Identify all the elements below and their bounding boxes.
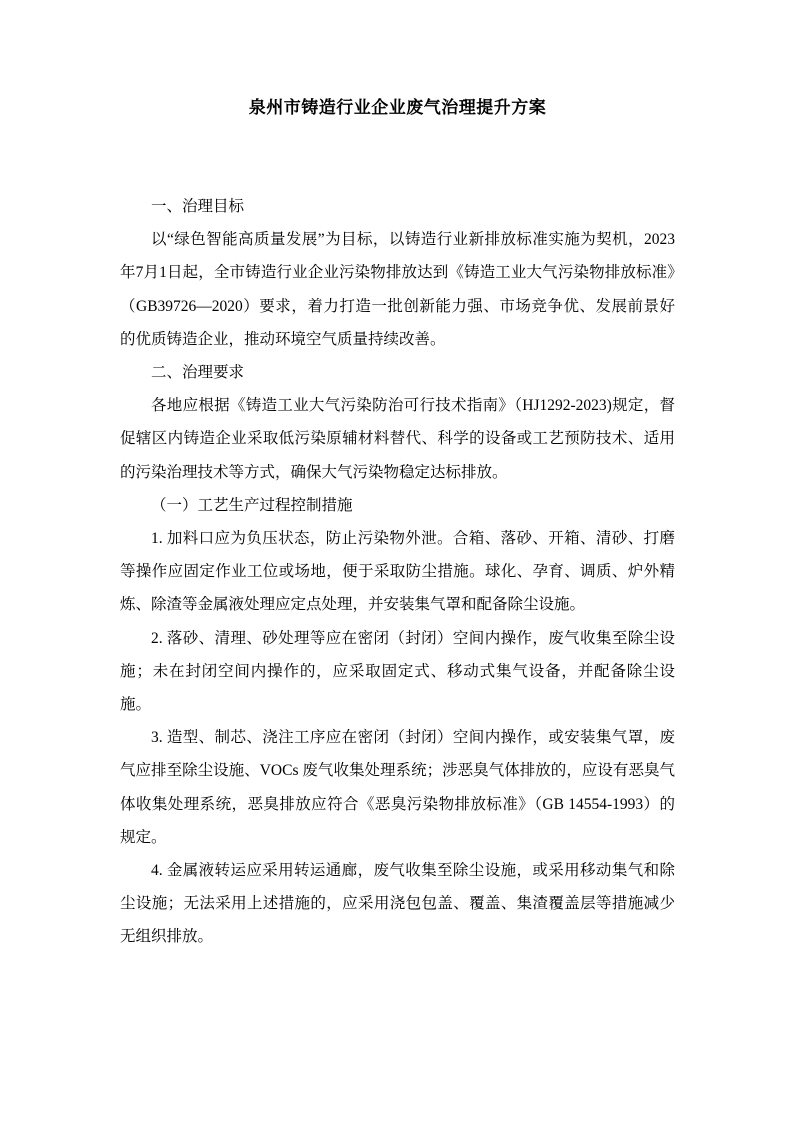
paragraph-measure-1: 1. 加料口应为负压状态，防止污染物外泄。合箱、落砂、开箱、清砂、打磨等操作应固定作业工位或场地，便于采取防尘措施。球化、孕育、调质、炉外精炼、除渣等金属液处理应定点处理，并安装集气罩和配备除尘设施。 bbox=[120, 530, 675, 614]
paragraph-measure-4: 4. 金属液转运应采用转运通廊，废气收集至除尘设施，或采用移动集气和除尘设施；无法采用上述措施的，应采用浇包包盖、覆盖、集渣覆盖层等措施减少无组织排放。 bbox=[120, 862, 675, 946]
subsection-heading-process-control: （一）工艺生产过程控制措施 bbox=[151, 496, 353, 514]
section-heading-2: 二、治理要求 bbox=[151, 364, 245, 382]
document-title: 泉州市铸造行业企业废气治理提升方案 bbox=[248, 98, 547, 117]
paragraph-measure-3: 3. 造型、制芯、浇注工序应在密闭（封闭）空间内操作，或安装集气罩，废气应排至除尘设施、VOCs 废气收集处理系统；涉恶臭气体排放的，应设有恶臭气体收集处理系统，恶臭排放应符合《恶臭污染物排放标准》（GB 14554-1993）的规定。 bbox=[120, 729, 675, 846]
paragraph-measure-2: 2. 落砂、清理、砂处理等应在密闭（封闭）空间内操作，废气收集至除尘设施；未在封闭空间内操作的，应采取固定式、移动式集气设备，并配备除尘设施。 bbox=[120, 629, 675, 714]
paragraph-requirements: 各地应根据《铸造工业大气污染防治可行技术指南》（HJ1292-2023)规定，督促辖区内铸造企业采取低污染原辅材料替代、科学的设备或工艺预防技术、适用的污染治理技术等方式，确保大气污染物稳定达标排放。 bbox=[120, 397, 675, 481]
paragraph-goal: 以“绿色智能高质量发展”为目标，以铸造行业新排放标准实施为契机，2023年7月1日起，全市铸造行业企业污染物排放达到《铸造工业大气污染物排放标准》（GB39726—2020）要求，着力打造一批创新能力强、市场竞争优、发展前景好的优质铸造企业，推动环境空气质量持续改善。 bbox=[120, 231, 675, 348]
section-heading-1: 一、治理目标 bbox=[151, 198, 245, 215]
